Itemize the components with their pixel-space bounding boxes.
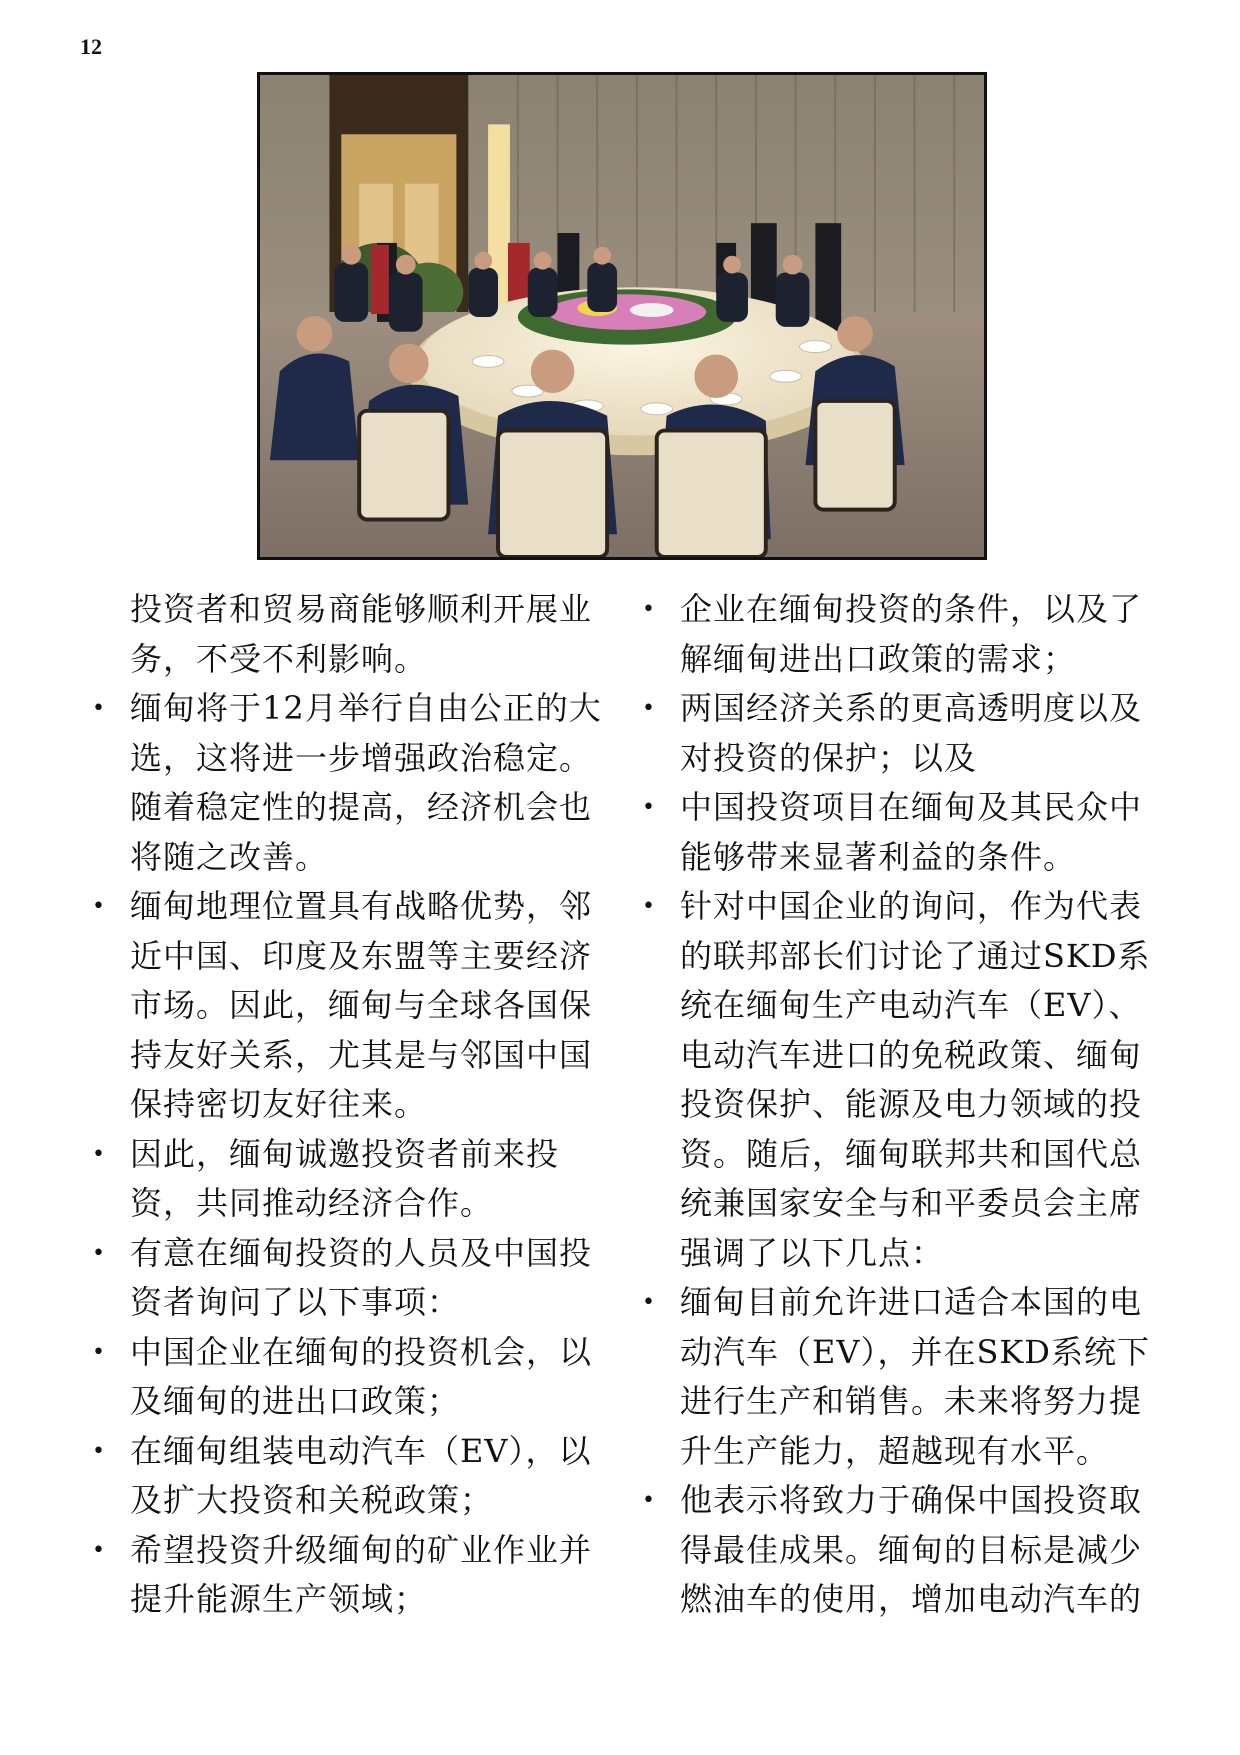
bullet-item: • 缅甸目前允许进口适合本国的电动汽车（EV），并在SKD系统下进行生产和销售。未来将努力提升生产能力，超越现有水平。 xyxy=(680,1278,1170,1476)
banquet-photo-icon xyxy=(260,75,984,557)
bullet-item: • 中国投资项目在缅甸及其民众中能够带来显著利益的条件。 xyxy=(680,783,1170,882)
bullet-item: • 因此，缅甸诚邀投资者前来投资，共同推动经济合作。 xyxy=(130,1130,620,1229)
bullet-item: • 他表示将致力于确保中国投资取得最佳成果。缅甸的目标是减少燃油车的使用，增加电动汽车的 xyxy=(680,1476,1170,1625)
banquet-photo xyxy=(257,72,987,560)
bullet-item: • 中国企业在缅甸的投资机会，以及缅甸的进出口政策； xyxy=(130,1328,620,1427)
bullet-item: • 企业在缅甸投资的条件，以及了解缅甸进出口政策的需求； xyxy=(680,585,1170,684)
paragraph: 投资者和贸易商能够顺利开展业务，不受不利影响。 xyxy=(130,590,593,678)
page-number: 12 xyxy=(80,34,102,59)
left-column xyxy=(130,585,620,1625)
right-column xyxy=(680,585,1170,1625)
bullet-item: • 在缅甸组装电动汽车（EV），以及扩大投资和关税政策； xyxy=(130,1427,620,1526)
bullet-item: • 希望投资升级缅甸的矿业作业并提升能源生产领域； xyxy=(130,1526,620,1625)
bullet-item: • 缅甸地理位置具有战略优势，邻近中国、印度及东盟等主要经济市场。因此，缅甸与全球各国保持友好关系，尤其是与邻国中国保持密切友好往来。 xyxy=(130,882,620,1130)
bullet-item: • 针对中国企业的询问，作为代表的联邦部长们讨论了通过SKD系统在缅甸生产电动汽车（EV）、电动汽车进口的免税政策、缅甸投资保护、能源及电力领域的投资。随后，缅甸联邦共和国代总统兼国家安全与和平委员会主席强调了以下几点： xyxy=(680,882,1170,1278)
bullet-item: • 缅甸将于12月举行自由公正的大选，这将进一步增强政治稳定。随着稳定性的提高，经济机会也将随之改善。 xyxy=(130,684,620,882)
bullet-item: • 有意在缅甸投资的人员及中国投资者询问了以下事项： xyxy=(130,1229,620,1328)
bullet-item: • 两国经济关系的更高透明度以及对投资的保护；以及 xyxy=(680,684,1170,783)
